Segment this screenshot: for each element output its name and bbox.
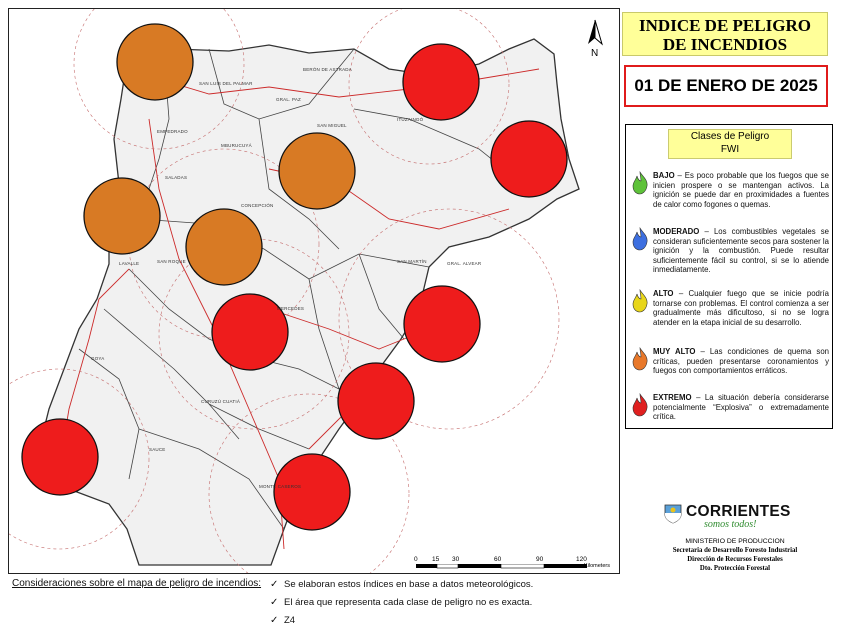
legend-heading-line: FWI <box>720 144 740 155</box>
scale-unit: Kilometers <box>584 563 610 569</box>
scale-bar-graphic <box>416 564 588 569</box>
legend-text: MODERADO – Los combustibles vegetales se consideran suficientemente secos para sostener la ignición y la combustión. Puede resultar suficientemente fácil su control, si se lo atiende inmediatamente. <box>653 227 829 275</box>
flame-icon <box>629 289 651 313</box>
note-item <box>270 579 533 590</box>
notes-section <box>12 575 612 631</box>
danger-circle-muy-alto <box>84 178 160 254</box>
place-label: EMPEDRADO <box>157 129 188 134</box>
check-icon: ✓ <box>270 597 279 608</box>
place-label: SAN MARTÍN <box>397 259 427 264</box>
ministry-line: Secretaria de Desarrollo Foresto Industrial <box>672 547 798 554</box>
fire-danger-map <box>8 8 620 574</box>
date-box: 01 DE ENERO DE 2025 <box>624 65 828 107</box>
title-line: DE INCENDIOS <box>662 35 788 54</box>
scale-tick: 60 <box>494 556 502 563</box>
title-line: INDICE DE PELIGRO <box>639 16 811 35</box>
danger-circle-extremo <box>403 44 479 120</box>
scale-tick: 0 <box>414 556 418 563</box>
brand-tagline: somos todos! <box>704 519 757 530</box>
note-text: Se elaboran estos índices en base a datos meteorológicos. <box>284 579 534 590</box>
danger-circle-muy-alto <box>279 133 355 209</box>
danger-circle-extremo <box>338 363 414 439</box>
legend-text: EXTREMO – La situación debería considerarse potencialmente “Explosiva” o extremadamente crítica. <box>653 393 829 422</box>
place-label: GRAL. PAZ <box>276 97 301 102</box>
notes-title: Consideraciones sobre el mapa de peligro de incendios: <box>12 578 262 589</box>
place-label: BERÓN DE ASTRADA <box>303 67 352 72</box>
place-label: SAN ROQUE <box>157 259 186 264</box>
scale-tick: 30 <box>452 556 460 563</box>
place-label: CURUZÚ CUATIÁ <box>201 399 241 404</box>
map-title <box>622 12 828 56</box>
north-arrow <box>583 18 607 62</box>
note-text: El área que representa cada clase de peligro no es exacta. <box>284 597 533 608</box>
flame-icon <box>629 393 651 417</box>
place-label: SAN MIGUEL <box>317 123 347 128</box>
danger-circle-extremo <box>404 286 480 362</box>
danger-circle-extremo <box>22 419 98 495</box>
note-item <box>270 615 295 626</box>
check-icon: ✓ <box>270 615 279 626</box>
ministry-block <box>640 537 830 573</box>
scale-tick: 120 <box>576 556 587 563</box>
flame-icon <box>629 347 651 371</box>
danger-circle-extremo <box>274 454 350 530</box>
legend-text: BAJO – Es poco probable que los fuegos que se inicien prospere o se mantengan activos. La ignición se puede dar en proximidades a fuentes de calor como fogones o quemas. <box>653 171 829 209</box>
flame-icon <box>629 227 651 251</box>
scale-bar <box>408 550 616 572</box>
note-item <box>270 597 532 608</box>
coat-of-arms-icon <box>664 504 682 524</box>
danger-circle-muy-alto <box>117 24 193 100</box>
place-label: GRAL. ALVEAR <box>447 261 482 266</box>
danger-circle-muy-alto <box>186 209 262 285</box>
legend-text: ALTO – Cualquier fuego que se inicie podría tornarse con problemas. El control comienza a ser gradualmente más dificultoso, si no se logra atender en la etapa inicial de su desarrollo. <box>653 289 829 327</box>
place-label: SALADAS <box>165 175 188 180</box>
place-label: MONTE CASEROS <box>259 484 302 489</box>
danger-legend <box>625 124 833 429</box>
note-text: Z4 <box>284 615 296 626</box>
place-label: SAN LUIS DEL PALMAR <box>199 81 253 86</box>
place-label: CONCEPCIÓN <box>241 203 274 208</box>
legend-heading-line: Clases de Peligro <box>690 131 770 142</box>
corrientes-logo <box>662 502 792 538</box>
flame-icon <box>629 171 651 195</box>
scale-tick: 90 <box>536 556 544 563</box>
north-label: N <box>591 48 599 59</box>
map-canvas <box>9 9 619 573</box>
legend-text: MUY ALTO – Las condiciones de quema son críticas, pueden presentarse coronamientos y fuegos con comportamientos erráticos. <box>653 347 829 376</box>
scale-tick: 15 <box>432 556 440 563</box>
ministry-line: Dto. Protección Forestal <box>699 565 771 572</box>
danger-circle-extremo <box>491 121 567 197</box>
place-label: MBURUCUYÁ <box>221 143 252 148</box>
north-arrow-icon <box>583 18 607 48</box>
ministry-line: MINISTERIO DE PRODUCCION <box>685 538 785 545</box>
place-label: LAVALLE <box>119 261 140 266</box>
brand-name: CORRIENTES <box>686 503 791 520</box>
ministry-line: Dirección de Recursos Forestales <box>687 556 783 563</box>
check-icon: ✓ <box>270 579 279 590</box>
place-label: SAUCE <box>149 447 166 452</box>
place-label: ITUZAINGÓ <box>397 117 424 122</box>
place-label: GOYA <box>91 356 105 361</box>
place-label: MERCEDES <box>277 306 305 311</box>
legend-heading <box>668 129 792 159</box>
